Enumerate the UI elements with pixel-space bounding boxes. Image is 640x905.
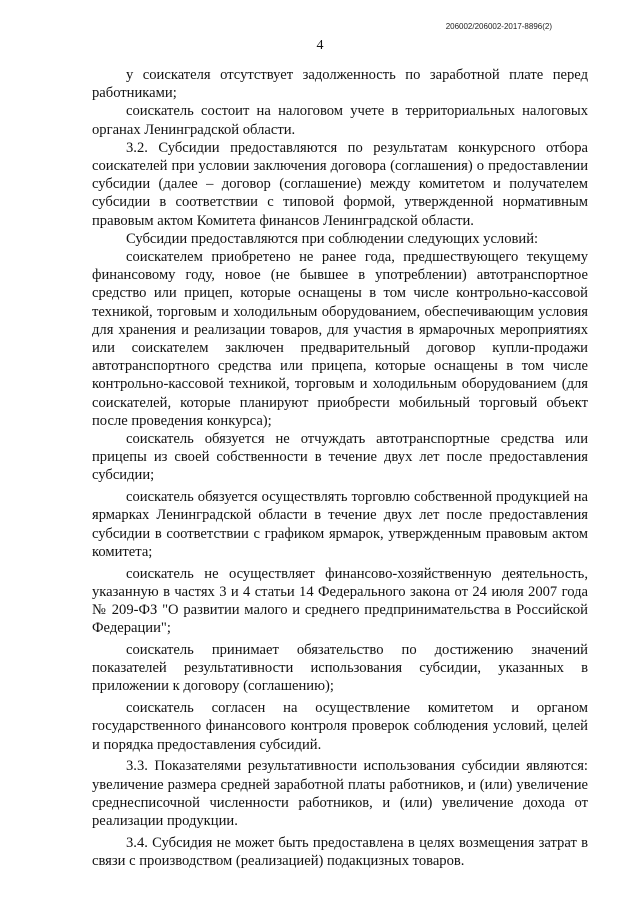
paragraph-3-3: 3.3. Показателями результативности использования субсидии являются: увеличение размера средней заработной платы работников, и (или) увеличение среднесписочной численности работников, и (или) увеличение дохода от реализации продукции. <box>92 758 588 830</box>
document-body <box>92 66 588 874</box>
paragraph-fair-trading: соискатель обязуется осуществлять торговлю собственной продукцией на ярмарках Ленинградской области в течение двух лет после предоставления субсидии в соответствии с графиком ярмарок, утвержденным правовым актом комитета; <box>92 489 588 560</box>
document-code: 206002/206002-2017-8896(2) <box>445 22 552 31</box>
paragraph-tax-registration: соискатель состоит на налоговом учете в территориальных налоговых органах Ленинградской области. <box>92 103 588 138</box>
paragraph-no-wage-debt: у соискателя отсутствует задолженность по заработной плате перед работниками; <box>92 67 588 102</box>
paragraph-performance-indicators: соискатель принимает обязательство по достижению значений показателей результативности использования субсидии, указанных в приложении к договору (соглашению); <box>92 642 588 695</box>
paragraph-activity-restriction: соискатель не осуществляет финансово-хозяйственную деятельность, указанную в частях 3 и 4 статьи 14 Федерального закона от 24 июля 2007 года № 209-ФЗ "О развитии малого и среднего предпринимательства в Российской Федерации"; <box>92 565 588 637</box>
paragraph-vehicle-purchase: соискателем приобретено не ранее года, предшествующего текущему финансовому году, новое (не бывшее в употреблении) автотранспортное средство или прицеп, которые оснащены в том числе контрольно-кассовой техникой, торговым и холодильным оборудованием, обеспечивающим условия для хранения и реализации товаров, для участия в ярмарочных мероприятиях или соискателем заключен предварительный договор купли-продажи автотранспортного средства или прицепа, которые оснащены в том числе контрольно-кассовой техникой, торговым и холодильным оборудованием (для соискателей, которые планируют приобрести мобильный торговый объект после проведения конкурса); <box>92 249 588 429</box>
page-number: 4 <box>316 38 324 53</box>
paragraph-no-alienation: соискатель обязуется не отчуждать автотранспортные средства или прицепы из своей собственности в течение двух лет после предоставления субсидии; <box>92 431 588 484</box>
paragraph-audit-consent: соискатель согласен на осуществление комитетом и органом государственного финансового контроля проверок соблюдения условий, целей и порядка предоставления субсидий. <box>92 700 588 753</box>
paragraph-3-4: 3.4. Субсидия не может быть предоставлена в целях возмещения затрат в связи с производством (реализацией) подакцизных товаров. <box>92 834 588 870</box>
paragraph-conditions-intro: Субсидии предоставляются при соблюдении следующих условий: <box>126 230 539 247</box>
paragraph-3-2: 3.2. Субсидии предоставляются по результатам конкурсного отбора соискателей при условии заключения договора (соглашения) о предоставлении субсидии (далее – договор (соглашение) между комитетом и получателем субсидии в соответствии с типовой формой, утвержденной нормативным правовым актом Комитета финансов Ленинградской области. <box>92 139 588 229</box>
